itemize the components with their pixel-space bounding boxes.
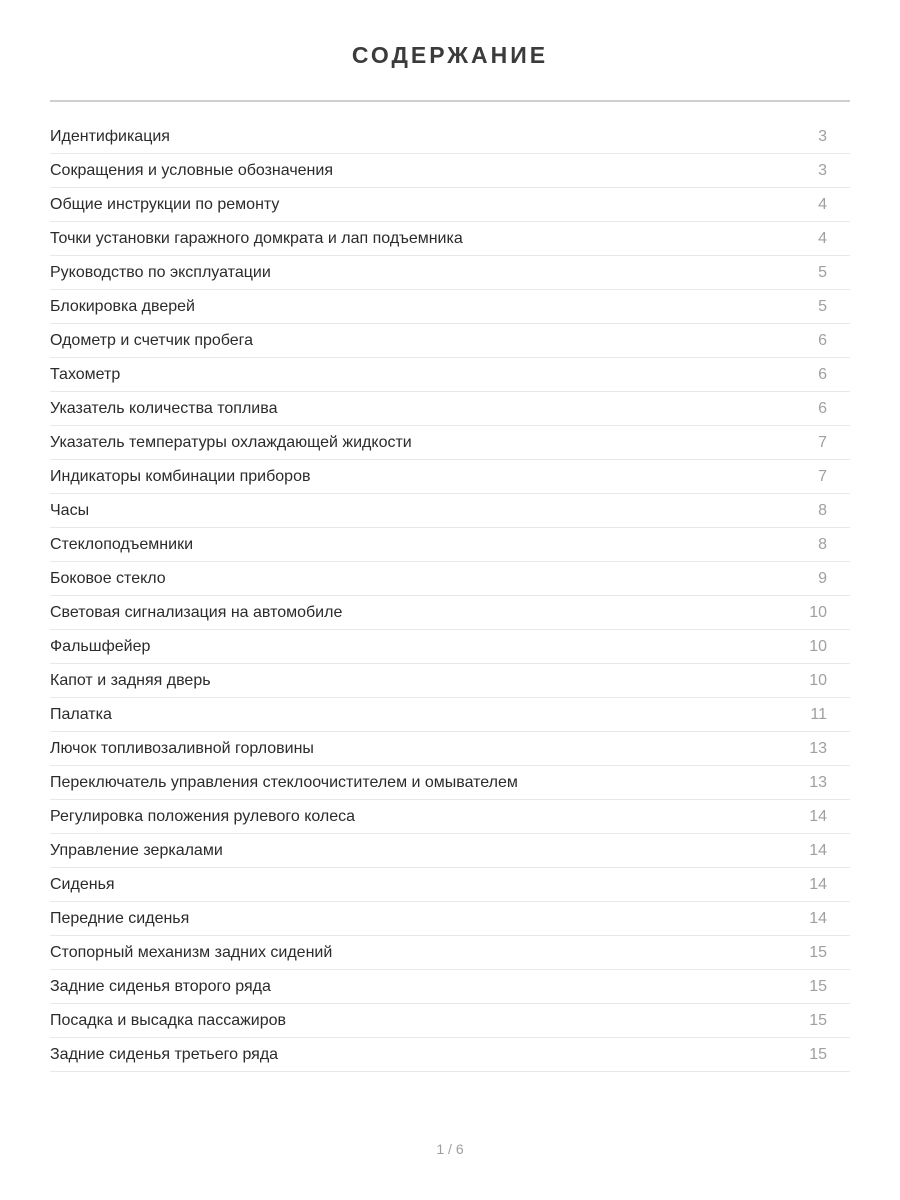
toc-entry [50,596,850,630]
toc-entry [50,834,850,868]
toc-entry-page-number: 7 [818,467,827,485]
toc-entry [50,902,850,936]
page-indicator: 1 / 6 [436,1141,464,1157]
toc-entry-page-number: 14 [809,807,827,825]
toc-entry [50,1004,850,1038]
toc-entry [50,630,850,664]
toc-entry-label: Одометр и счетчик пробега [50,331,254,349]
toc-entry-page-number: 11 [810,705,827,723]
toc-entry-label: Тахометр [50,365,121,383]
toc-entry-label: Сокращения и условные обозначения [50,161,333,179]
toc-entry [50,528,850,562]
toc-entry-label: Передние сиденья [50,909,190,927]
toc-entry [50,154,850,188]
toc-entry-label: Общие инструкции по ремонту [50,195,280,213]
toc-entry-label: Задние сиденья третьего ряда [50,1045,279,1063]
toc-entry-page-number: 15 [809,977,827,995]
toc-entry [50,392,850,426]
toc-entry-label: Посадка и высадка пассажиров [50,1011,287,1029]
toc-entry [50,256,850,290]
toc-entry-page-number: 4 [818,229,827,247]
toc-entry [50,970,850,1004]
toc-entry-page-number: 13 [809,739,827,757]
toc-entry-page-number: 10 [809,671,827,689]
toc-entry [50,426,850,460]
toc-entry-label: Световая сигнализация на автомобиле [50,603,343,621]
toc-entry [50,698,850,732]
toc-entry-label: Указатель температуры охлаждающей жидкости [50,433,412,451]
toc-entry-page-number: 5 [818,263,827,281]
toc-entry [50,358,850,392]
toc-entry-label: Сиденья [50,875,115,893]
toc-entry-page-number: 15 [809,1011,827,1029]
toc-entry [50,460,850,494]
toc-entry [50,290,850,324]
toc-entry [50,562,850,596]
toc-entry [50,324,850,358]
toc-entry-label: Идентификация [50,127,170,145]
toc-entry-label: Стопорный механизм задних сидений [50,943,333,961]
toc-entry-page-number: 15 [809,943,827,961]
toc-entry-page-number: 13 [809,773,827,791]
toc-entry-label: Задние сиденья второго ряда [50,977,271,995]
title-divider [50,100,850,102]
toc-entry-label: Регулировка положения рулевого колеса [50,807,356,825]
toc-entry [50,868,850,902]
toc-entry [50,936,850,970]
toc-entry-page-number: 3 [818,161,827,179]
toc-entry-page-number: 4 [818,195,827,213]
toc-entry-page-number: 3 [818,127,827,145]
toc-entry-label: Указатель количества топлива [50,399,278,417]
toc-entry-page-number: 6 [818,399,827,417]
toc-entry-page-number: 14 [809,909,827,927]
toc-entry [50,120,850,154]
toc-entry-label: Палатка [50,705,112,723]
toc-list [50,120,850,1072]
toc-entry-page-number: 8 [818,535,827,553]
toc-entry-label: Блокировка дверей [50,297,195,315]
toc-entry-label: Часы [50,501,90,519]
toc-entry-page-number: 8 [818,501,827,519]
toc-entry-label: Капот и задняя дверь [50,671,211,689]
toc-entry-label: Переключатель управления стеклоочистителем и омывателем [50,773,518,791]
toc-entry-page-number: 10 [809,637,827,655]
toc-entry [50,800,850,834]
toc-entry-label: Индикаторы комбинации приборов [50,467,311,485]
toc-entry-page-number: 6 [818,365,827,383]
toc-entry-page-number: 10 [809,603,827,621]
toc-entry-label: Руководство по эксплуатации [50,263,271,281]
page-title: СОДЕРЖАНИЕ [351,42,549,68]
toc-entry [50,1038,850,1072]
toc-entry [50,494,850,528]
toc-entry-page-number: 5 [818,297,827,315]
toc-entry-label: Управление зеркалами [50,841,223,859]
toc-entry-label: Стеклоподъемники [50,535,193,553]
toc-entry-page-number: 9 [818,569,827,587]
toc-entry [50,664,850,698]
toc-entry-page-number: 14 [809,875,827,893]
toc-entry-page-number: 15 [809,1045,827,1063]
toc-entry-label: Точки установки гаражного домкрата и лап подъемника [50,229,463,247]
toc-entry-page-number: 6 [818,331,827,349]
toc-entry [50,188,850,222]
toc-entry [50,222,850,256]
toc-entry-page-number: 14 [809,841,827,859]
toc-entry [50,766,850,800]
toc-entry-label: Лючок топливозаливной горловины [50,739,314,757]
toc-entry-label: Боковое стекло [50,569,166,587]
toc-entry [50,732,850,766]
toc-entry-label: Фальшфейер [50,637,151,655]
toc-entry-page-number: 7 [818,433,827,451]
